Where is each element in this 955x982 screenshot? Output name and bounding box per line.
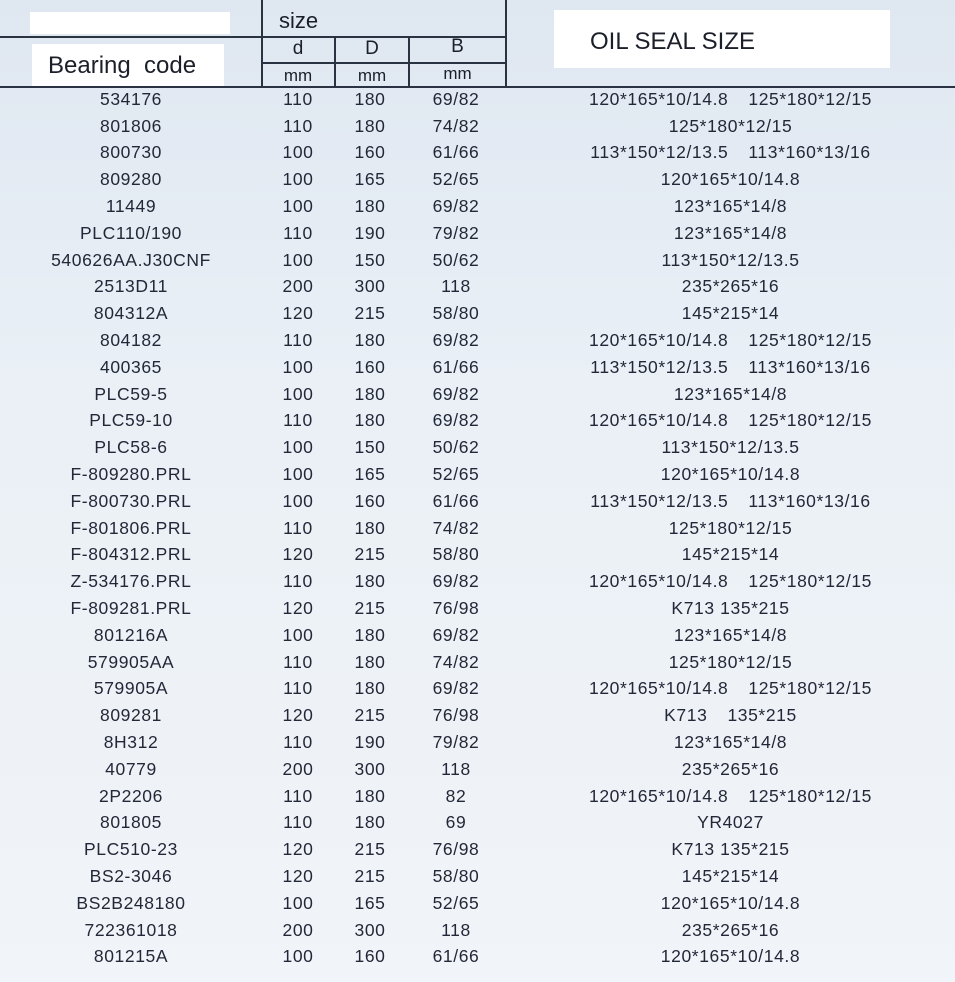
bearing-code-cell: 804312A	[93, 303, 169, 324]
table-row	[0, 756, 955, 783]
inner-diameter-cell: 100	[282, 249, 314, 270]
oil-seal-size: 125*180*12/15	[668, 517, 793, 538]
width-cell: 74/82	[432, 517, 480, 538]
bearing-code-cell: 400365	[100, 356, 162, 377]
bearing-code-cell: BS2B248180	[76, 892, 186, 913]
table-row	[0, 488, 955, 515]
oil-seal-size: 123*165*14/8	[673, 624, 788, 645]
outer-diameter-cell: 160	[354, 142, 386, 163]
bearing-code-cell: 809280	[100, 169, 162, 190]
col-d-unit: mm	[283, 66, 313, 85]
oil-seal-size: 113*150*12/13.5	[590, 490, 729, 511]
bearing-code-cell: 801805	[100, 812, 162, 833]
oil-seal-size: 120*165*10/14.8	[588, 88, 729, 109]
inner-diameter-cell: 120	[282, 705, 314, 726]
bearing-code-cell: PLC510-23	[84, 839, 178, 860]
table-row	[0, 702, 955, 729]
oil-seal-cell	[506, 917, 955, 944]
oil-seal-cell	[506, 890, 955, 917]
oil-seal-size: 125*180*12/15	[748, 571, 872, 592]
oil-seal-cell	[506, 274, 955, 301]
oil-seal-cell	[506, 113, 955, 140]
outer-diameter-cell: 160	[354, 490, 386, 511]
width-cell: 76/98	[432, 705, 480, 726]
inner-diameter-cell: 100	[282, 490, 314, 511]
inner-diameter-cell: 100	[282, 383, 314, 404]
bearing-code-cell: F-809280.PRL	[70, 464, 192, 485]
oil-seal-cell	[506, 381, 955, 408]
inner-diameter-cell: 110	[283, 115, 313, 136]
outer-diameter-cell: 165	[354, 892, 386, 913]
outer-diameter-cell: 180	[354, 383, 386, 404]
oil-seal-cell	[506, 515, 955, 542]
outer-diameter-cell: 180	[354, 624, 386, 645]
header-blank-box	[30, 12, 230, 34]
inner-diameter-cell: 110	[283, 88, 313, 109]
table-row	[0, 810, 955, 837]
oil-seal-size: 235*265*16	[681, 276, 780, 297]
oil-seal-cell	[506, 863, 955, 890]
inner-diameter-cell: 200	[282, 276, 314, 297]
inner-diameter-cell: 110	[283, 517, 313, 538]
oil-seal-cell	[506, 649, 955, 676]
inner-diameter-cell: 100	[282, 624, 314, 645]
width-cell: 118	[441, 758, 471, 779]
width-cell: 50/62	[432, 249, 480, 270]
table-row	[0, 166, 955, 193]
table-row	[0, 193, 955, 220]
oil-seal-cell	[506, 756, 955, 783]
outer-diameter-cell: 180	[354, 517, 386, 538]
oil-seal-size: 123*165*14/8	[673, 196, 788, 217]
oil-seal-cell	[506, 783, 955, 810]
width-cell: 52/65	[432, 892, 480, 913]
outer-diameter-cell: 180	[354, 115, 386, 136]
table-row	[0, 354, 955, 381]
oil-seal-cell	[506, 542, 955, 569]
width-cell: 69/82	[432, 410, 480, 431]
oil-seal-cell	[506, 300, 955, 327]
inner-diameter-cell: 120	[282, 598, 314, 619]
inner-diameter-cell: 110	[283, 812, 313, 833]
outer-diameter-cell: 180	[354, 571, 386, 592]
outer-diameter-cell: 180	[354, 196, 386, 217]
oil-seal-cell	[506, 220, 955, 247]
table-row	[0, 327, 955, 354]
bearing-code-cell: 579905A	[93, 678, 169, 699]
oil-seal-size: 235*265*16	[681, 758, 780, 779]
inner-diameter-cell: 100	[282, 196, 314, 217]
outer-diameter-cell: 180	[354, 678, 386, 699]
inner-diameter-cell: 100	[282, 356, 314, 377]
inner-diameter-cell: 110	[283, 410, 313, 431]
width-cell: 69/82	[432, 571, 480, 592]
oil-seal-cell	[506, 354, 955, 381]
table-row	[0, 568, 955, 595]
oil-seal-cell	[506, 676, 955, 703]
outer-diameter-cell: 215	[354, 839, 386, 860]
oil-seal-cell	[506, 140, 955, 167]
col-d-header: d	[292, 38, 304, 59]
width-cell: 79/82	[432, 732, 480, 753]
bearing-data-table	[0, 86, 955, 970]
width-cell: 61/66	[432, 946, 480, 967]
inner-diameter-cell: 110	[283, 222, 313, 243]
table-row	[0, 783, 955, 810]
oil-seal-size: 120*165*10/14.8	[660, 464, 801, 485]
outer-diameter-cell: 190	[354, 222, 386, 243]
table-row	[0, 461, 955, 488]
oil-seal-cell	[506, 408, 955, 435]
bearing-code-cell: 809281	[100, 705, 162, 726]
inner-diameter-cell: 120	[282, 839, 314, 860]
width-cell: 69/82	[432, 624, 480, 645]
header-divider-right	[505, 0, 507, 88]
table-row	[0, 274, 955, 301]
oil-seal-cell	[506, 488, 955, 515]
width-cell: 69	[445, 812, 467, 833]
width-cell: 58/80	[432, 866, 480, 886]
inner-diameter-cell: 200	[282, 919, 314, 940]
bearing-code-cell: 579905AA	[87, 651, 175, 672]
oil-seal-size: 135*215	[727, 705, 797, 726]
table-row	[0, 113, 955, 140]
oil-seal-cell	[506, 193, 955, 220]
width-cell: 61/66	[432, 490, 480, 511]
width-cell: 69/82	[432, 330, 480, 351]
table-row	[0, 622, 955, 649]
width-cell: 69/82	[432, 678, 480, 699]
oil-seal-size: 123*165*14/8	[673, 222, 788, 243]
oil-seal-cell	[506, 622, 955, 649]
width-cell: 69/82	[432, 196, 480, 217]
oil-seal-cell	[506, 327, 955, 354]
bearing-code-cell: 540626AA.J30CNF	[51, 249, 211, 270]
width-cell: 69/82	[432, 88, 480, 109]
bearing-code-cell: PLC110/190	[79, 222, 182, 243]
table-row	[0, 86, 955, 113]
table-row	[0, 836, 955, 863]
outer-diameter-cell: 150	[354, 437, 386, 458]
oil-seal-size: 125*180*12/15	[748, 410, 872, 431]
bearing-code-cell: F-800730.PRL	[70, 490, 192, 511]
bearing-code-cell: PLC58-6	[94, 437, 168, 458]
oil-seal-cell	[506, 568, 955, 595]
inner-diameter-cell: 110	[283, 678, 313, 699]
oil-seal-size: 125*180*12/15	[668, 115, 793, 136]
oil-seal-cell	[506, 810, 955, 837]
oil-seal-size: 113*160*13/16	[748, 142, 871, 163]
inner-diameter-cell: 110	[283, 330, 313, 351]
outer-diameter-cell: 150	[354, 249, 386, 270]
oil-seal-size: 145*215*14	[681, 303, 780, 324]
outer-diameter-cell: 180	[354, 785, 386, 806]
outer-diameter-cell: 165	[354, 464, 386, 485]
inner-diameter-cell: 120	[282, 303, 314, 324]
table-row	[0, 434, 955, 461]
bearing-code-header: Bearing code	[48, 52, 197, 79]
table-row	[0, 247, 955, 274]
bearing-code-cell: F-801806.PRL	[70, 517, 192, 538]
width-cell: 118	[441, 276, 471, 297]
inner-diameter-cell: 110	[283, 571, 313, 592]
oil-seal-size: 113*150*12/13.5	[590, 356, 729, 377]
width-cell: 79/82	[432, 222, 480, 243]
inner-diameter-cell: 100	[282, 437, 314, 458]
oil-seal-size: 125*180*12/15	[748, 330, 872, 351]
outer-diameter-cell: 180	[354, 812, 386, 833]
table-row	[0, 140, 955, 167]
oil-seal-cell	[506, 702, 955, 729]
bearing-code-cell: 40779	[105, 758, 157, 779]
width-cell: 61/66	[432, 142, 480, 163]
oil-seal-size: 120*165*10/14.8	[588, 678, 729, 699]
bearing-code-cell: F-804312.PRL	[70, 544, 192, 565]
oil-seal-cell	[506, 166, 955, 193]
width-cell: 58/80	[432, 303, 480, 324]
oil-seal-size: 113*160*13/16	[748, 356, 871, 377]
oil-seal-size: 125*180*12/15	[748, 785, 872, 806]
oil-seal-size-header: OIL SEAL SIZE	[590, 28, 755, 55]
bearing-code-cell: 722361018	[84, 919, 178, 940]
oil-seal-size: 113*150*12/13.5	[661, 249, 800, 270]
outer-diameter-cell: 215	[354, 598, 386, 619]
oil-seal-size: 235*265*16	[681, 919, 780, 940]
bearing-code-cell: 11449	[105, 196, 157, 217]
bearing-code-cell: 800730	[100, 142, 162, 163]
width-cell: 61/66	[432, 356, 480, 377]
table-row	[0, 676, 955, 703]
oil-seal-size: 120*165*10/14.8	[660, 892, 801, 913]
bearing-code-cell: 534176	[100, 88, 162, 109]
outer-diameter-cell: 215	[354, 705, 386, 726]
table-row	[0, 542, 955, 569]
bearing-code-cell: 801806	[100, 115, 162, 136]
outer-diameter-cell: 180	[354, 651, 386, 672]
oil-seal-size: K713 135*215	[671, 839, 790, 860]
table-row	[0, 595, 955, 622]
width-cell: 69/82	[432, 383, 480, 404]
inner-diameter-cell: 110	[283, 651, 313, 672]
width-cell: 52/65	[432, 169, 480, 190]
width-cell: 74/82	[432, 115, 480, 136]
table-row	[0, 917, 955, 944]
outer-diameter-cell: 190	[354, 732, 386, 753]
bearing-code-cell: Z-534176.PRL	[70, 571, 192, 592]
table-row	[0, 220, 955, 247]
inner-diameter-cell: 110	[283, 732, 313, 753]
oil-seal-size: 125*180*12/15	[748, 678, 872, 699]
inner-diameter-cell: 110	[283, 785, 313, 806]
bearing-code-cell: 801215A	[93, 946, 169, 967]
oil-seal-cell	[506, 836, 955, 863]
width-cell: 58/80	[432, 544, 480, 565]
oil-seal-size: 113*150*12/13.5	[661, 437, 800, 458]
col-D-header: D	[365, 38, 379, 59]
oil-seal-size: 113*160*13/16	[748, 490, 871, 511]
oil-seal-size: K713 135*215	[671, 598, 790, 619]
oil-seal-size: 123*165*14/8	[673, 732, 788, 753]
width-cell: 74/82	[432, 651, 480, 672]
inner-diameter-cell: 100	[282, 892, 314, 913]
outer-diameter-cell: 180	[354, 330, 386, 351]
oil-seal-size: YR4027	[697, 812, 764, 833]
bearing-code-cell: F-809281.PRL	[70, 598, 192, 619]
inner-diameter-cell: 120	[282, 866, 314, 886]
oil-seal-size: 120*165*10/14.8	[588, 571, 729, 592]
oil-seal-size: 120*165*10/14.8	[660, 946, 801, 967]
outer-diameter-cell: 215	[354, 866, 386, 886]
width-cell: 50/62	[432, 437, 480, 458]
width-cell: 52/65	[432, 464, 480, 485]
inner-diameter-cell: 100	[282, 464, 314, 485]
outer-diameter-cell: 160	[354, 946, 386, 967]
oil-seal-cell	[506, 86, 955, 113]
width-cell: 76/98	[432, 598, 480, 619]
inner-diameter-cell: 100	[282, 169, 314, 190]
inner-diameter-cell: 100	[282, 142, 314, 163]
table-row	[0, 408, 955, 435]
oil-seal-cell	[506, 247, 955, 274]
table-row	[0, 649, 955, 676]
col-B-unit: mm	[443, 64, 472, 83]
oil-seal-cell	[506, 944, 955, 971]
size-group-header: size	[279, 8, 319, 33]
width-cell: 118	[441, 919, 471, 940]
bearing-code-cell: 2513D11	[94, 276, 168, 297]
table-row	[0, 944, 955, 971]
outer-diameter-cell: 215	[354, 303, 386, 324]
width-cell: 82	[445, 785, 467, 806]
table-row	[0, 863, 955, 890]
col-B-header: B	[451, 36, 464, 57]
table-row	[0, 300, 955, 327]
outer-diameter-cell: 165	[354, 169, 386, 190]
oil-seal-size: 125*180*12/15	[748, 88, 872, 109]
oil-seal-size: 120*165*10/14.8	[588, 410, 729, 431]
oil-seal-size: 113*150*12/13.5	[590, 142, 729, 163]
bearing-code-cell: 8H312	[103, 732, 159, 753]
outer-diameter-cell: 300	[354, 758, 386, 779]
oil-seal-size: 123*165*14/8	[673, 383, 788, 404]
oil-seal-size: 120*165*10/14.8	[588, 330, 729, 351]
table-row	[0, 515, 955, 542]
outer-diameter-cell: 300	[354, 276, 386, 297]
outer-diameter-cell: 160	[354, 356, 386, 377]
oil-seal-cell	[506, 461, 955, 488]
oil-seal-cell	[506, 595, 955, 622]
col-D-unit: mm	[357, 66, 387, 85]
inner-diameter-cell: 120	[282, 544, 314, 565]
oil-seal-size: K713	[664, 705, 708, 726]
table-row	[0, 890, 955, 917]
inner-diameter-cell: 200	[282, 758, 314, 779]
bearing-code-cell: 804182	[100, 330, 162, 351]
bearing-code-cell: 801216A	[93, 624, 169, 645]
outer-diameter-cell: 180	[354, 410, 386, 431]
bearing-code-cell: PLC59-10	[89, 410, 173, 431]
bearing-code-cell: 2P2206	[99, 785, 163, 806]
outer-diameter-cell: 300	[354, 919, 386, 940]
outer-diameter-cell: 215	[354, 544, 386, 565]
bearing-code-cell: BS2-3046	[89, 866, 173, 886]
table-row	[0, 381, 955, 408]
oil-seal-size: 145*215*14	[681, 544, 780, 565]
oil-seal-size: 120*165*10/14.8	[588, 785, 729, 806]
oil-seal-cell	[506, 434, 955, 461]
oil-seal-cell	[506, 729, 955, 756]
inner-diameter-cell: 100	[282, 946, 314, 967]
bearing-code-cell: PLC59-5	[94, 383, 168, 404]
oil-seal-size: 125*180*12/15	[668, 651, 793, 672]
oil-seal-size: 145*215*14	[681, 866, 780, 886]
table-row	[0, 729, 955, 756]
oil-seal-size: 120*165*10/14.8	[660, 169, 801, 190]
outer-diameter-cell: 180	[354, 88, 386, 109]
width-cell: 76/98	[432, 839, 480, 860]
